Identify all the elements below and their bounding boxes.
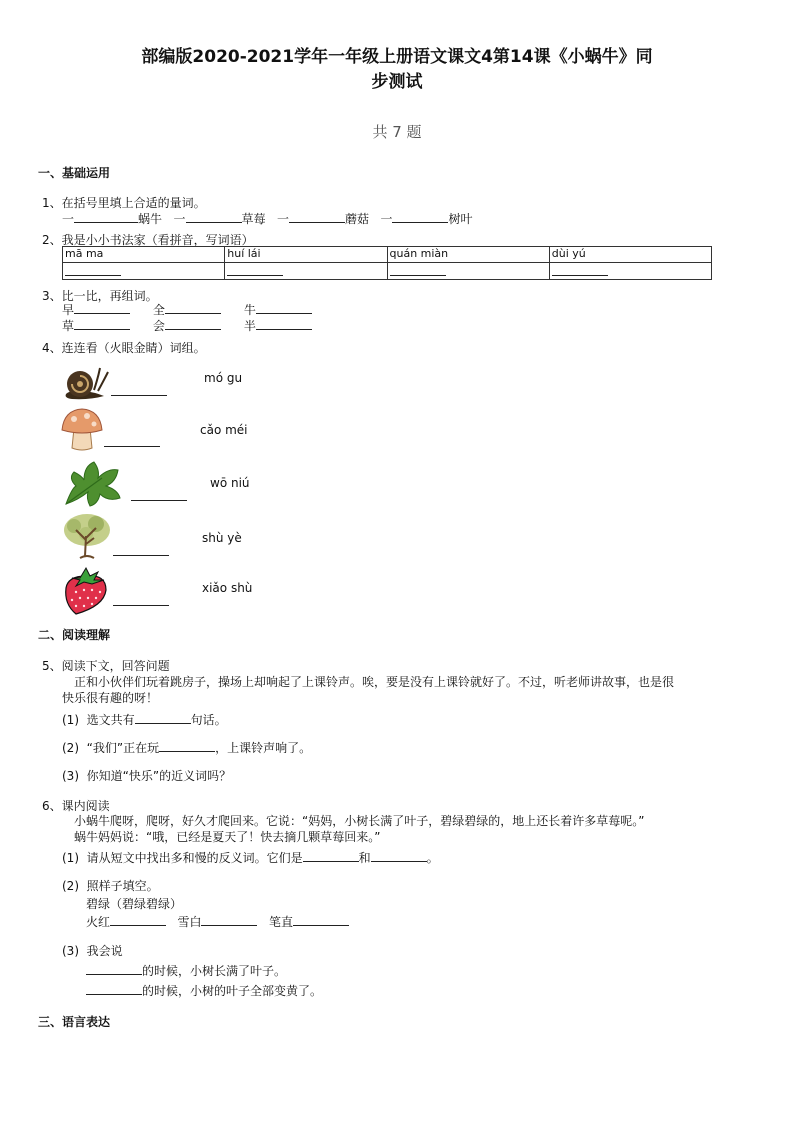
- fill-sentence: [86, 982, 322, 999]
- question-text: 我是小小书法家（看拼音，写词语）: [61, 233, 254, 247]
- answer-blank[interactable]: [293, 913, 349, 926]
- match-pinyin: cǎo méi: [200, 423, 248, 437]
- answer-blank[interactable]: [186, 210, 242, 223]
- pinyin-table: [62, 246, 712, 280]
- question-number: 2、: [42, 233, 62, 247]
- mushroom-icon: [60, 406, 104, 452]
- example-text: 碧绿（碧绿碧绿）: [86, 897, 183, 911]
- compare-row-2: [62, 317, 312, 334]
- answer-cell[interactable]: [549, 263, 711, 280]
- answer-blank[interactable]: [65, 265, 121, 276]
- sub-question: [62, 942, 123, 959]
- answer-blank[interactable]: [74, 301, 130, 314]
- question-4-prompt: [42, 339, 206, 356]
- measure-word: 树叶: [448, 212, 473, 226]
- sub-question-text: “我们”正在玩: [86, 741, 160, 755]
- section-heading-basic: 一、基础运用: [38, 166, 111, 180]
- pinyin-cell: huí lái: [225, 247, 387, 263]
- measure-prefix: 一: [380, 212, 393, 226]
- pinyin-cell: mā ma: [63, 247, 225, 263]
- sub-question: [62, 739, 311, 756]
- answer-blank[interactable]: [227, 265, 283, 276]
- sub-question: [62, 711, 227, 728]
- match-blank[interactable]: [113, 543, 169, 559]
- sentence-text: 的时候，小树的叶子全部变黄了。: [142, 984, 323, 998]
- snail-icon: [60, 360, 110, 402]
- compare-row-1: [62, 301, 312, 318]
- answer-blank[interactable]: [159, 739, 215, 752]
- character: 会: [152, 319, 165, 333]
- character: 全: [152, 303, 165, 317]
- sub-question: [62, 849, 439, 866]
- question-1-blanks: [62, 210, 472, 227]
- answer-cell[interactable]: [63, 263, 225, 280]
- fill-row: [86, 913, 349, 930]
- sub-question-text: 你知道“快乐”的近义词吗？: [86, 769, 232, 783]
- answer-blank[interactable]: [256, 317, 312, 330]
- character: 半: [243, 319, 256, 333]
- sub-question-text: 照样子填空。: [86, 879, 159, 893]
- answer-blank[interactable]: [303, 849, 359, 862]
- passage-line: 正和小伙伴们玩着跳房子，操场上却响起了上课铃声。唉，要是没有上课铃就好了。不过，听老师讲故事，也是很: [74, 675, 675, 689]
- answer-blank[interactable]: [110, 913, 166, 926]
- match-pinyin: xiǎo shù: [202, 581, 253, 595]
- answer-blank[interactable]: [165, 301, 221, 314]
- sub-question-number: (3): [62, 769, 79, 783]
- match-pinyin: shù yè: [202, 531, 242, 545]
- character: 牛: [243, 303, 256, 317]
- match-pinyin: mó gu: [204, 371, 243, 385]
- passage-line: 蜗牛妈妈说：“哦，已经是夏天了！快去摘几颗草莓回来。”: [74, 830, 381, 844]
- measure-prefix: 一: [173, 212, 186, 226]
- passage-line: 小蜗牛爬呀，爬呀，好久才爬回来。它说：“妈妈，小树长满了叶子，碧绿碧绿的，地上还长着许多草莓呢。”: [74, 814, 645, 828]
- match-blank[interactable]: [113, 593, 169, 609]
- question-5-prompt: [42, 657, 170, 674]
- page-title-line2: 步测试: [371, 72, 423, 92]
- answer-blank[interactable]: [289, 210, 345, 223]
- answer-blank[interactable]: [371, 849, 427, 862]
- question-number: 3、: [42, 289, 62, 303]
- sub-question-text: 和: [358, 851, 371, 865]
- question-text: 连连看（火眼金睛）词组。: [61, 341, 206, 355]
- answer-blank[interactable]: [74, 210, 138, 223]
- fill-sentence: [86, 962, 286, 979]
- answer-blank[interactable]: [256, 301, 312, 314]
- measure-word: 蜗牛: [138, 212, 163, 226]
- answer-blank[interactable]: [135, 711, 191, 724]
- question-count: 共 7 题: [372, 123, 422, 141]
- answer-blank[interactable]: [74, 317, 130, 330]
- character: 早: [62, 303, 75, 317]
- answer-blank[interactable]: [165, 317, 221, 330]
- measure-prefix: 一: [62, 212, 75, 226]
- sub-question-number: (1): [62, 713, 79, 727]
- pinyin-cell: dùi yú: [549, 247, 711, 263]
- section-heading-reading: 二、阅读理解: [38, 628, 111, 642]
- question-text: 阅读下文，回答问题: [61, 659, 170, 673]
- match-blank[interactable]: [131, 488, 187, 504]
- sub-question: [62, 877, 159, 894]
- measure-word: 蘑菇: [344, 212, 369, 226]
- word: 笔直: [268, 915, 293, 929]
- pinyin-cell: quán miàn: [387, 247, 549, 263]
- answer-blank[interactable]: [201, 913, 257, 926]
- sub-question-number: (3): [62, 944, 79, 958]
- sub-question-text: 我会说: [86, 944, 123, 958]
- answer-blank[interactable]: [86, 962, 142, 975]
- measure-prefix: 一: [276, 212, 289, 226]
- sub-question-text: ，上课铃声响了。: [215, 741, 312, 755]
- section-heading-expression: 三、语言表达: [38, 1015, 111, 1029]
- question-number: 4、: [42, 341, 62, 355]
- match-pinyin: wō niú: [210, 476, 250, 490]
- leaf-icon: [62, 458, 124, 508]
- sub-question-number: (2): [62, 741, 79, 755]
- question-text: 比一比，再组词。: [61, 289, 158, 303]
- passage-line: 快乐很有趣的呀！: [62, 691, 159, 705]
- answer-blank[interactable]: [392, 210, 448, 223]
- tree-icon: [62, 512, 112, 560]
- match-blank[interactable]: [111, 383, 167, 399]
- question-number: 1、: [42, 196, 62, 210]
- page-title-line1: 部编版2020-2021学年一年级上册语文课文4第14课《小蜗牛》同: [141, 47, 653, 67]
- sub-question-text: 。: [426, 851, 439, 865]
- sentence-text: 的时候，小树长满了叶子。: [142, 964, 287, 978]
- word: 火红: [86, 915, 111, 929]
- match-blank[interactable]: [104, 434, 160, 450]
- measure-word: 草莓: [241, 212, 266, 226]
- question-text: 在括号里填上合适的量词。: [61, 196, 206, 210]
- question-text: 课内阅读: [61, 799, 110, 813]
- sub-question-number: (1): [62, 851, 79, 865]
- sub-question-text: 选文共有: [86, 713, 135, 727]
- question-number: 5、: [42, 659, 62, 673]
- strawberry-icon: [62, 564, 110, 616]
- answer-blank[interactable]: [552, 265, 608, 276]
- answer-blank[interactable]: [86, 982, 142, 995]
- sub-question-number: (2): [62, 879, 79, 893]
- word: 雪白: [177, 915, 202, 929]
- sub-question-text: 请从短文中找出多和慢的反义词。它们是: [86, 851, 303, 865]
- sub-question-text: 句话。: [190, 713, 227, 727]
- question-1-prompt: [42, 194, 206, 211]
- question-number: 6、: [42, 799, 62, 813]
- answer-blank[interactable]: [390, 265, 446, 276]
- answer-cell[interactable]: [225, 263, 387, 280]
- character: 草: [62, 319, 75, 333]
- sub-question: [62, 767, 231, 784]
- answer-cell[interactable]: [387, 263, 549, 280]
